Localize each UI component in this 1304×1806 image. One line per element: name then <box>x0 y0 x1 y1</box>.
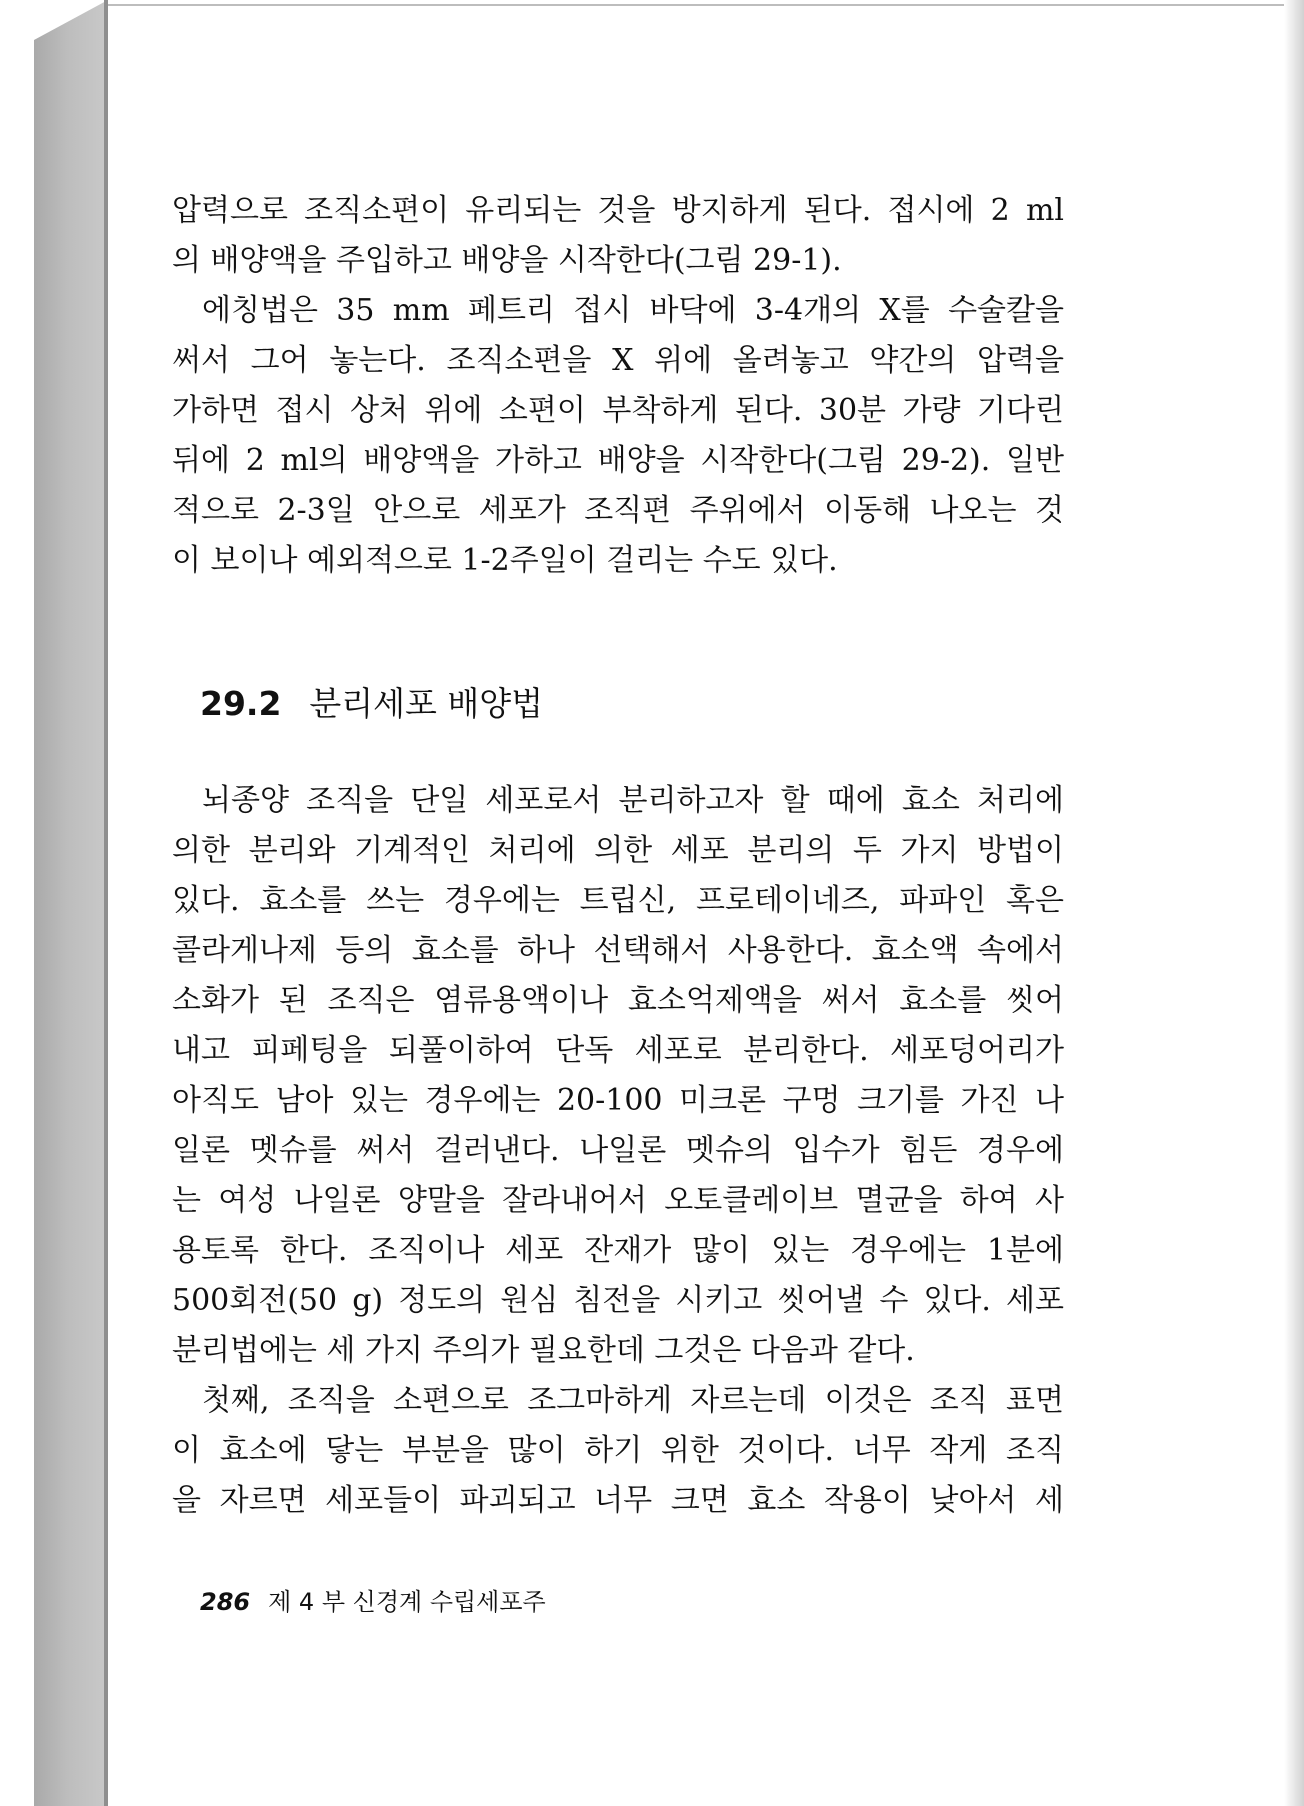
text-line: 의한 분리와 기계적인 처리에 의한 세포 분리의 두 가지 방법이 <box>172 833 1064 868</box>
text-line: 가하면 접시 상처 위에 소편이 부착하게 된다. 30분 가량 기다린 <box>172 393 1064 428</box>
text-line: 을 자르면 세포들이 파괴되고 너무 크면 효소 작용이 낮아서 세 <box>172 1483 1064 1518</box>
top-paragraphs <box>172 186 1064 586</box>
text-line: 일론 멧슈를 써서 걸러낸다. 나일론 멧슈의 입수가 힘든 경우에 <box>172 1133 1064 1168</box>
book-spine <box>34 0 108 1806</box>
text-line: 압력으로 조직소편이 유리되는 것을 방지하게 된다. 접시에 2 ml <box>172 193 1064 228</box>
text-line: 뇌종양 조직을 단일 세포로서 분리하고자 할 때에 효소 처리에 <box>202 783 1064 818</box>
text-line: 소화가 된 조직은 염류용액이나 효소억제액을 써서 효소를 씻어 <box>172 983 1064 1018</box>
page-shadow <box>1284 0 1304 1806</box>
text-line: 콜라게나제 등의 효소를 하나 선택해서 사용한다. 효소액 속에서 <box>172 933 1064 968</box>
text-line: 아직도 남아 있는 경우에는 20-100 미크론 구멍 크기를 가진 나 <box>172 1083 1064 1118</box>
section-heading <box>200 678 543 725</box>
section-title: 분리세포 배양법 <box>309 684 544 723</box>
page-footer <box>200 1582 546 1617</box>
running-title: 제 4 부 신경계 수립세포주 <box>268 1588 546 1616</box>
text-line: 뒤에 2 ml의 배양액을 가하고 배양을 시작한다(그림 29-2). 일반 <box>172 443 1064 478</box>
text-line: 이 효소에 닿는 부분을 많이 하기 위한 것이다. 너무 작게 조직 <box>172 1433 1064 1468</box>
text-line: 있다. 효소를 쓰는 경우에는 트립신, 프로테이네즈, 파파인 혹은 <box>172 883 1064 918</box>
text-line: 500회전(50 g) 정도의 원심 침전을 시키고 씻어낼 수 있다. 세포 <box>172 1283 1064 1318</box>
text-line: 용토록 한다. 조직이나 세포 잔재가 많이 있는 경우에는 1분에 <box>172 1233 1064 1268</box>
section-number: 29.2 <box>200 684 282 723</box>
text-line: 첫째, 조직을 소편으로 조그마하게 자르는데 이것은 조직 표면 <box>202 1383 1064 1418</box>
text-line: 는 여성 나일론 양말을 잘라내어서 오토클레이브 멸균을 하여 사 <box>172 1183 1064 1218</box>
text-line: 에칭법은 35 mm 페트리 접시 바닥에 3-4개의 X를 수술칼을 <box>202 293 1064 328</box>
page-number: 286 <box>200 1588 251 1616</box>
text-line: 적으로 2-3일 안으로 세포가 조직편 주위에서 이동해 나오는 것 <box>172 493 1064 528</box>
text-line: 이 보이나 예외적으로 1-2주일이 걸리는 수도 있다. <box>172 543 838 578</box>
section-paragraphs <box>172 776 1064 1526</box>
text-line: 써서 그어 놓는다. 조직소편을 X 위에 올려놓고 약간의 압력을 <box>172 343 1064 378</box>
text-line: 분리법에는 세 가지 주의가 필요한데 그것은 다음과 같다. <box>172 1333 915 1368</box>
text-line: 내고 피페팅을 되풀이하여 단독 세포로 분리한다. 세포덩어리가 <box>172 1033 1064 1068</box>
text-line: 의 배양액을 주입하고 배양을 시작한다(그림 29-1). <box>172 243 842 278</box>
